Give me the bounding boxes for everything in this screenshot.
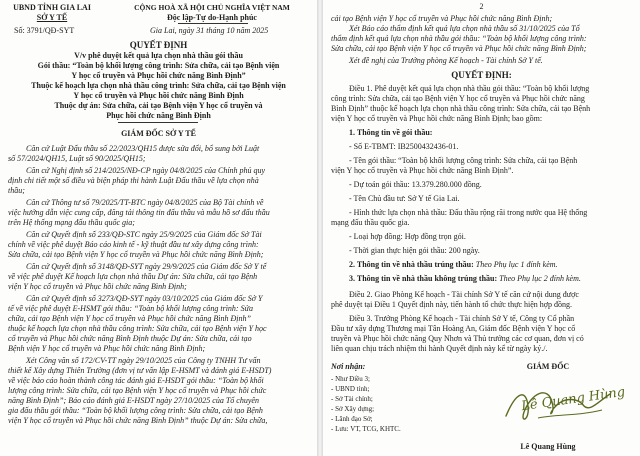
package-info-line: - Loại hợp đồng: Hợp đồng trọn gói. bbox=[349, 232, 466, 241]
body-line: về việc báo cáo hoàn thành công tác đánh giá E-HSDT gói thầu: “Toàn bộ khối bbox=[8, 376, 264, 385]
document-page-1 bbox=[0, 0, 317, 456]
agency-name: SỞ Y TẾ bbox=[36, 13, 68, 22]
place-date: Gia Lai, ngày 31 tháng 10 năm 2025 bbox=[150, 26, 269, 35]
package-info-line: - Thời gian thực hiện gói thầu: 200 ngày. bbox=[349, 246, 480, 255]
article-line: viện Y học cổ truyền và Phục hồi chức năng Bình Định; bao gồm: bbox=[331, 114, 543, 123]
signer-title: GIÁM ĐỐC bbox=[526, 362, 570, 371]
body-line: trên Hệ thống mạng đấu thầu quốc gia; bbox=[8, 218, 135, 227]
section-3-value: Theo Phụ lục 2 đính kèm. bbox=[497, 274, 581, 283]
intro-line: Xét đề nghị của Trưởng phòng Kế hoạch - Tài chính Sở Y tế. bbox=[349, 56, 543, 65]
decision-heading: QUYẾT ĐỊNH: bbox=[451, 70, 512, 80]
body-line: năng Bình Định”; Báo cáo đánh giá E-HSDT ngày 27/10/2025 của Tổ chuyên bbox=[8, 396, 259, 405]
body-line: viện Y học cổ truyền và Phục hồi chức năng Bình Định” thuộc Dự án: Sửa chữa, bbox=[8, 416, 268, 425]
document-page-2 bbox=[323, 0, 640, 456]
package-info-line: mạng đấu thầu quốc gia. bbox=[331, 218, 410, 227]
body-line: thầu; bbox=[8, 186, 25, 195]
article-line: công trình: Sửa chữa, cải tạo Bệnh viện Y học cổ truyền và Phục hồi chức năng bbox=[331, 94, 585, 103]
article-line: Bình Định” thuộc kế hoạch lựa chọn nhà thầu công trình: Sửa chữa, cải tạo Bệnh bbox=[331, 104, 591, 113]
package-info-line: - Hình thức lựa chọn nhà thầu: Đấu thầu rộng rãi trong nước qua Hệ thống bbox=[349, 208, 588, 217]
motto-underline bbox=[178, 23, 248, 24]
body-line: Căn cứ Quyết định số 233/QĐ-STC ngày 25/9/2025 của Giám đốc Sở Tài bbox=[26, 230, 262, 239]
article-line: Đầu tư xây dựng Thương mại Tân Hoàng An, Giám đốc Bệnh viện Y học cổ bbox=[331, 324, 576, 333]
section-2-value: Theo Phụ lục 1 đính kèm. bbox=[473, 260, 558, 269]
body-line: cổ truyền và Phục hồi chức năng Bình Định thuộc Dự án: Sửa chữa, cải tạo bbox=[8, 334, 252, 343]
body-line: tế về việc phê duyệt E-HSMT gói thầu: “Toàn bộ khối lượng công trình: Sửa bbox=[8, 304, 253, 313]
body-line: chữa, cải tạo Bệnh viện Y học cổ truyền và Phục hồi chức năng Bình Định” bbox=[8, 314, 251, 323]
article-line: Điều 3. Trưởng Phòng Kế hoạch - Tài chính Sở Y tế, Công ty Cổ phần bbox=[349, 314, 575, 323]
intro-line: Sửa chữa, cải tạo Bệnh viện Y học cổ truyền và Phục hồi chức năng Bình Định; bbox=[331, 44, 587, 53]
subject-line: Y học cổ truyền và Phục hồi chức năng Bình Định bbox=[73, 91, 244, 100]
section-2 bbox=[349, 260, 558, 270]
signer-name: Lê Quang Hùng bbox=[520, 442, 576, 451]
body-line: gia đấu thầu gói thầu: “Toàn bộ khối lượng công trình: Sửa chữa, cải tạo Bệnh bbox=[8, 406, 263, 415]
national-motto: Độc lập-Tự do-Hạnh phúc bbox=[167, 13, 257, 22]
signature-script: Lê Quang Hùng bbox=[520, 384, 627, 415]
body-line: việc hướng dẫn việc cung cấp, đăng tải thông tin đấu thầu và mẫu hồ sơ đấu thầu bbox=[8, 208, 270, 217]
body-line: lượng công trình: Sửa chữa, cải tạo Bệnh viện Y học cổ truyền và Phục hồi chức bbox=[8, 386, 267, 395]
intro-line: Xét Báo cáo thẩm định kết quả lựa chọn nhà thầu số 31/10/2025 của Tổ bbox=[349, 24, 580, 33]
subject-underline bbox=[118, 122, 198, 123]
subject-line: Gói thầu: “Toàn bộ khối lượng công trình: Sửa chữa, cải tạo Bệnh viện bbox=[37, 61, 280, 70]
section-3-label: 3. Thông tin về nhà thầu không trúng thầu: bbox=[349, 274, 498, 283]
package-info-line: - Dự toán gói thầu: 13.379.280.000 đồng. bbox=[349, 180, 482, 189]
body-line: về việc phê duyệt Kế hoạch lựa chọn nhà thầu Dự án: Sửa chữa, cải tạo Bệnh bbox=[8, 272, 258, 281]
body-line: chính về việc phê duyệt Báo cáo kinh tế - kỹ thuật đầu tư xây dựng công trình: bbox=[8, 240, 259, 249]
body-line: thuộc kế hoạch lựa chọn nhà thầu công trình: Sửa chữa, cải tạo Bệnh viện Y học bbox=[8, 324, 267, 333]
article-line: truyền và Phục hồi chức năng Quy Nhơn và Thủ trưởng các cơ quan, đơn vị có bbox=[331, 334, 584, 343]
section-3 bbox=[349, 274, 581, 284]
subject-line: Thuộc dự án: Sửa chữa, cải tạo Bệnh viện Y học cổ truyền và bbox=[54, 101, 263, 110]
body-line: Căn cứ Thông tư số 79/2025/TT-BTC ngày 04/8/2025 của Bộ Tài chính về bbox=[26, 198, 264, 207]
article-line: phê duyệt tại Điều 1 Quyết định này, tiến hành tổ chức thực hiện hợp đồng. bbox=[331, 300, 572, 309]
recipient-item: - Như Điều 3; bbox=[331, 375, 370, 383]
intro-line: thẩm định kết quả lựa chọn nhà thầu gói thầu: “Toàn bộ khối lượng công trình: bbox=[331, 34, 587, 43]
article-line: liên quan chịu trách nhiệm thi hành Quyết định này kể từ ngày ký./. bbox=[331, 344, 548, 353]
body-line: thiết kế Xây dựng Thiên Trường (đơn vị tư vấn lập E-HSMT và đánh giá E-HSDT) bbox=[8, 366, 272, 375]
article-line: Điều 2. Giao Phòng Kế hoạch - Tài chính Sở Y tế căn cứ nội dung được bbox=[349, 290, 579, 299]
subject-line: Phục hồi chức năng Bình Định bbox=[106, 111, 211, 120]
section-2-label: 2. Thông tin về nhà thầu trúng thầu: bbox=[349, 260, 474, 269]
package-info-line: viện Y học cổ truyền và Phục hồi chức năng Bình Định”. bbox=[331, 166, 514, 175]
agency-top: UBND TỈNH GIA LAI bbox=[13, 3, 91, 12]
package-info-line: - Tên gói thầu: “Toàn bộ khối lượng công trình: Sửa chữa, cải tạo Bệnh bbox=[349, 156, 578, 165]
issuing-authority: GIÁM ĐỐC SỞ Y TẾ bbox=[121, 129, 196, 138]
package-info-line: - Tên Chủ đầu tư: Sở Y tế Gia Lai. bbox=[349, 194, 460, 203]
subject-line: Y học cổ truyền và Phục hồi chức năng Bình Định” bbox=[71, 71, 246, 80]
body-line: Căn cứ Nghị định số 214/2025/NĐ-CP ngày 04/8/2025 của Chính phủ quy bbox=[26, 166, 266, 175]
subject-line: Thuộc kế hoạch lựa chọn nhà thầu công trình: Sửa chữa, cải tạo Bệnh viện bbox=[31, 81, 286, 90]
intro-line: cải tạo Bệnh viện Y học cổ truyền và Phục hồi chức năng Bình Định; bbox=[331, 14, 553, 23]
recipient-item: - Lãnh đạo Sở; bbox=[331, 415, 373, 423]
document-number: Số: 3791/QĐ-SYT bbox=[14, 26, 75, 35]
body-line: Xét Công văn số 172/CV-TT ngày 29/10/2025 của Công ty TNHH Tư vấn bbox=[26, 356, 261, 365]
recipient-item: - UBND tỉnh; bbox=[331, 385, 370, 393]
body-line: Sửa chữa, cải tạo Bệnh viện Y học cổ truyền và Phục hồi chức năng Bình Định; bbox=[8, 250, 264, 259]
recipient-item: - Lưu: VT, TCG, KHTC. bbox=[331, 425, 401, 433]
body-line: Căn cứ Quyết định số 3273/QĐ-SYT ngày 03/10/2025 của Giám đốc Sở Y bbox=[26, 294, 263, 303]
recipient-item: - Sở Tài chính; bbox=[331, 395, 373, 403]
article-line: Điều 1. Phê duyệt kết quả lựa chọn nhà thầu gói thầu: “Toàn bộ khối lượng bbox=[349, 84, 590, 93]
body-line: số 57/2024/QH15, Luật số 90/2025/QH15; bbox=[8, 154, 146, 163]
body-line: Bệnh viện Y học cổ truyền và Phục hồi chức năng Bình Định; bbox=[8, 344, 206, 353]
national-title: CỘNG HOÀ XÃ HỘI CHỦ NGHĨA VIỆT NAM bbox=[134, 3, 290, 12]
subject-line: V/v phê duyệt kết quả lựa chọn nhà thầu gói thầu bbox=[74, 51, 243, 60]
recipient-item: - Sở Xây dựng; bbox=[331, 405, 375, 413]
page-number: 2 bbox=[479, 2, 484, 11]
body-line: Căn cứ Quyết định số 3148/QĐ-SYT ngày 29/9/2025 của Giám đốc Sở Y tế bbox=[26, 262, 267, 271]
section-1-heading: 1. Thông tin về gói thầu: bbox=[349, 128, 433, 137]
body-line: định chi tiết một số điều và biện pháp thi hành Luật Đấu thầu về lựa chọn nhà bbox=[8, 176, 259, 185]
body-line: viện Y học cổ truyền và Phục hồi chức năng Bình Định; bbox=[8, 282, 187, 291]
document-type: QUYẾT ĐỊNH bbox=[129, 40, 188, 50]
recipients-heading: Nơi nhận: bbox=[331, 362, 366, 371]
body-line: Căn cứ Luật Đấu thầu số 22/2023/QH15 được sửa đổi, bổ sung bởi Luật bbox=[26, 144, 260, 153]
package-info-line: - Số E-TBMT: IB2500432436-01. bbox=[349, 142, 459, 151]
